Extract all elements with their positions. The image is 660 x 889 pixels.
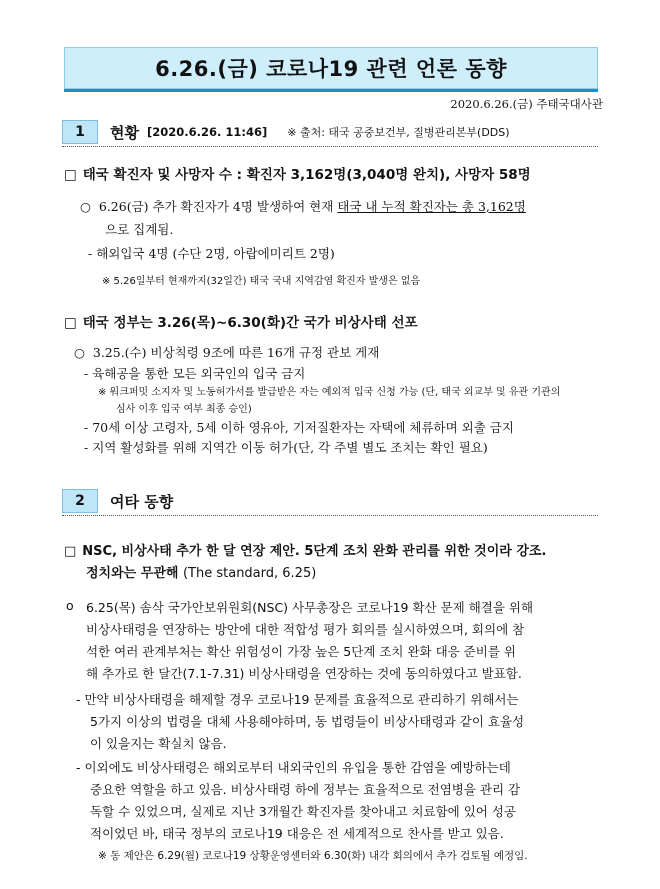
- paragraph-line: 5가지 이상의 법령을 대체 사용해야하며, 동 법령들이 비상사태령과 같이 효율성: [90, 714, 525, 729]
- page-title: 6.26.(금) 코로나19 관련 언론 동향: [155, 57, 507, 81]
- section-divider: [62, 146, 598, 147]
- news-source: (The standard, 6.25): [182, 566, 317, 581]
- nsc-heading-line1: NSC, 비상사태 추가 한 달 연장 제안. 5단계 조치 완화 관리를 위한 것이라 강조.: [82, 544, 547, 559]
- paragraph-line: 이 있을지는 확실치 않음.: [90, 736, 227, 751]
- status-heading-text: 태국 확진자 및 사망자 수 : 확진자 3,162명(3,040명 완치), 사망자 58명: [82, 167, 531, 183]
- nsc-heading-line2: 정치와는 무관해 (The standard, 6.25): [86, 566, 317, 581]
- section-2-header: [62, 488, 173, 514]
- sub-item: - 70세 이상 고령자, 5세 이하 영유아, 기저질환자는 자택에 체류하며 외출 금지: [84, 420, 514, 435]
- paragraph-line: 6.25(목) 솜삭 국가안보위원회(NSC) 사무총장은 코로나19 확산 문제 해결을 위해: [86, 600, 534, 615]
- sub-item: - 해외입국 4명 (수단 2명, 아랍에미리트 2명): [88, 246, 335, 261]
- section-number: 2: [62, 489, 98, 513]
- emergency-heading-text: 태국 정부는 3.26(목)~6.30(화)간 국가 비상사태 선포: [82, 315, 418, 331]
- note-continuation: 심사 이후 입국 여부 최종 승인): [116, 404, 252, 415]
- nsc-heading: [64, 540, 546, 559]
- section-timestamp: [2020.6.26. 11:46]: [146, 125, 268, 139]
- section-number: 1: [62, 120, 98, 144]
- paragraph-line: 해 추가로 한 달간(7.1-7.31) 비상사태령을 연장하는 것에 동의하였다고 발표함.: [86, 666, 522, 681]
- square-bullet: □: [64, 167, 77, 183]
- document-date: 2020.6.26.(금) 주태국대사관: [450, 97, 603, 111]
- circle-bullet: ○: [74, 345, 85, 360]
- square-bullet: □: [64, 544, 77, 559]
- status-heading: [64, 163, 531, 183]
- emergency-heading: [64, 311, 418, 331]
- list-item-continuation: 으로 집계됨.: [105, 222, 174, 237]
- o-bullet: o: [66, 598, 74, 613]
- paragraph-line: - 이외에도 비상사태령은 해외로부터 내외국인의 유입을 통한 감염을 예방하는데: [76, 760, 511, 775]
- sub-item: - 육해공을 통한 모든 외국인의 입국 금지: [84, 366, 306, 381]
- square-bullet: □: [64, 315, 77, 331]
- note: ※ 동 제안은 6.29(월) 코로나19 상황운영센터와 6.30(화) 내각 회의에서 추가 검토될 예정임.: [98, 850, 528, 862]
- underlined-total: 태국 내 누적 확진자는 총 3,162명: [337, 199, 526, 214]
- note: ※ 5.26일부터 현재까지(32일간) 태국 국내 지역감염 확진자 발생은 없음: [102, 276, 421, 287]
- title-underline: [64, 89, 598, 92]
- list-item: ○ 6.26(금) 추가 확진자가 4명 발생하여 현재 태국 내 누적 확진자는 총 3,162명: [80, 199, 526, 214]
- section-divider: [62, 515, 598, 516]
- paragraph-line: - 만약 비상사태령을 해제할 경우 코로나19 문제를 효율적으로 관리하기 위해서는: [76, 692, 519, 707]
- paragraph-line: 적이었던 바, 태국 정부의 코로나19 대응은 전 세계적으로 찬사를 받고 있음.: [90, 826, 504, 841]
- title-banner: [64, 47, 598, 89]
- section-source: ※ 출처: 태국 공중보건부, 질병관리본부(DDS): [287, 126, 510, 139]
- section-1-header: [62, 119, 510, 145]
- circle-bullet: ○: [80, 199, 91, 214]
- paragraph-line: 중요한 역할을 하고 있음. 비상사태령 하에 정부는 효율적으로 전염병을 관리 감: [90, 782, 521, 797]
- paragraph-line: 비상사태령을 연장하는 방안에 대한 적합성 평가 회의를 실시하였으며, 회의에 참: [86, 622, 525, 637]
- section-title: 여타 동향: [110, 492, 174, 511]
- paragraph-line: 독할 수 있었으며, 실제로 지난 3개월간 확진자를 찾아내고 치료함에 있어 성공: [90, 804, 516, 819]
- section-title: 현황: [110, 123, 139, 142]
- note: ※ 워크퍼밋 소지자 및 노동허가서를 발급받은 자는 예외적 입국 신청 가능 (단, 태국 외교부 및 유관 기관의: [98, 387, 561, 398]
- sub-item: - 지역 활성화를 위해 지역간 이동 허가(단, 각 주별 별도 조치는 확인 필요): [84, 440, 488, 455]
- list-item: ○ 3.25.(수) 비상칙령 9조에 따른 16개 규정 관보 게재: [74, 345, 380, 360]
- paragraph-line: 석한 여러 관계부처는 확산 위험성이 가장 높은 5단계 조치 완화 대응 준비를 위: [86, 644, 516, 659]
